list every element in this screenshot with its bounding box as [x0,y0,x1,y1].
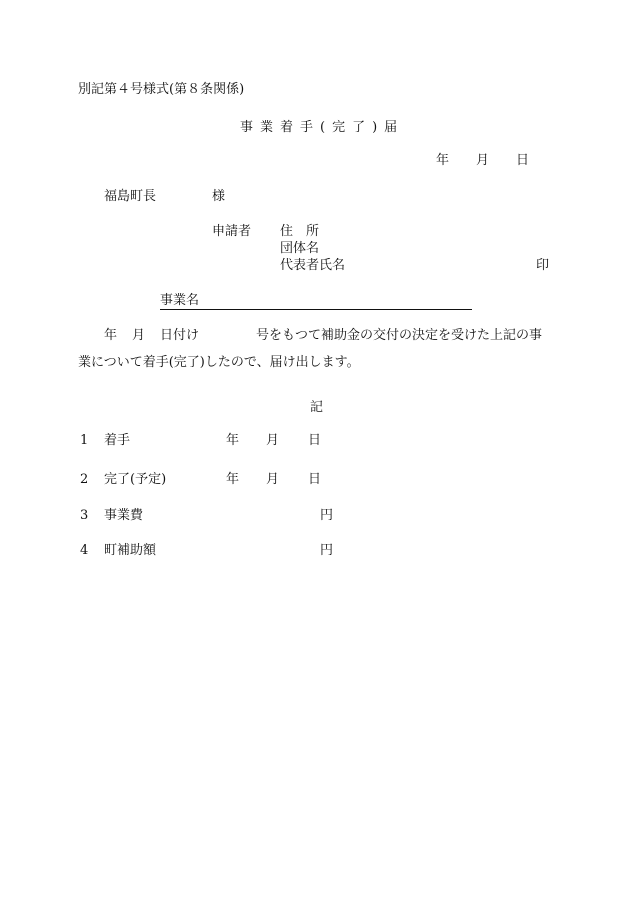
body-year: 年 [104,328,118,343]
item-4-unit: 円 [320,543,334,558]
seal-mark: 印 [536,258,550,273]
ki-heading: 記 [310,400,324,415]
applicant-address-label: 住 所 [280,224,320,239]
body-month: 月 [132,328,146,343]
item-4-number: 4 [80,543,89,558]
applicant-representative-label: 代表者氏名 [280,258,346,273]
item-3-number: 3 [80,508,89,523]
date-day: 日 [516,153,530,168]
date-month: 月 [476,153,490,168]
item-2-number: 2 [80,472,89,487]
item-1-number: 1 [80,433,89,448]
applicant-group-label: 団体名 [280,241,320,256]
project-name-label: 事業名 [160,293,200,308]
body-line-1: 号をもつて補助金の交付の決定を受けた上記の事 [256,328,543,343]
item-3-label: 事業費 [104,508,144,523]
item-1-month: 月 [266,433,280,448]
item-2-month: 月 [266,472,280,487]
item-4-label: 町補助額 [104,543,157,558]
date-year: 年 [436,153,450,168]
document-title: 事業着手(完了)届 [240,120,405,135]
item-3-unit: 円 [320,508,334,523]
item-1-day: 日 [308,433,322,448]
item-2-year: 年 [226,472,240,487]
applicant-label: 申請者 [212,224,252,239]
body-date-suffix: 日付け [160,328,200,343]
addressee-name: 福島町長 [104,189,157,204]
item-1-year: 年 [226,433,240,448]
body-line-2: 業について着手(完了)したので、届け出します。 [78,355,360,370]
form-reference: 別記第４号様式(第８条関係) [78,82,245,97]
project-name-underline [160,293,472,310]
item-2-day: 日 [308,472,322,487]
addressee-honorific: 様 [212,189,226,204]
item-2-label: 完了(予定) [104,472,167,487]
item-1-label: 着手 [104,433,131,448]
